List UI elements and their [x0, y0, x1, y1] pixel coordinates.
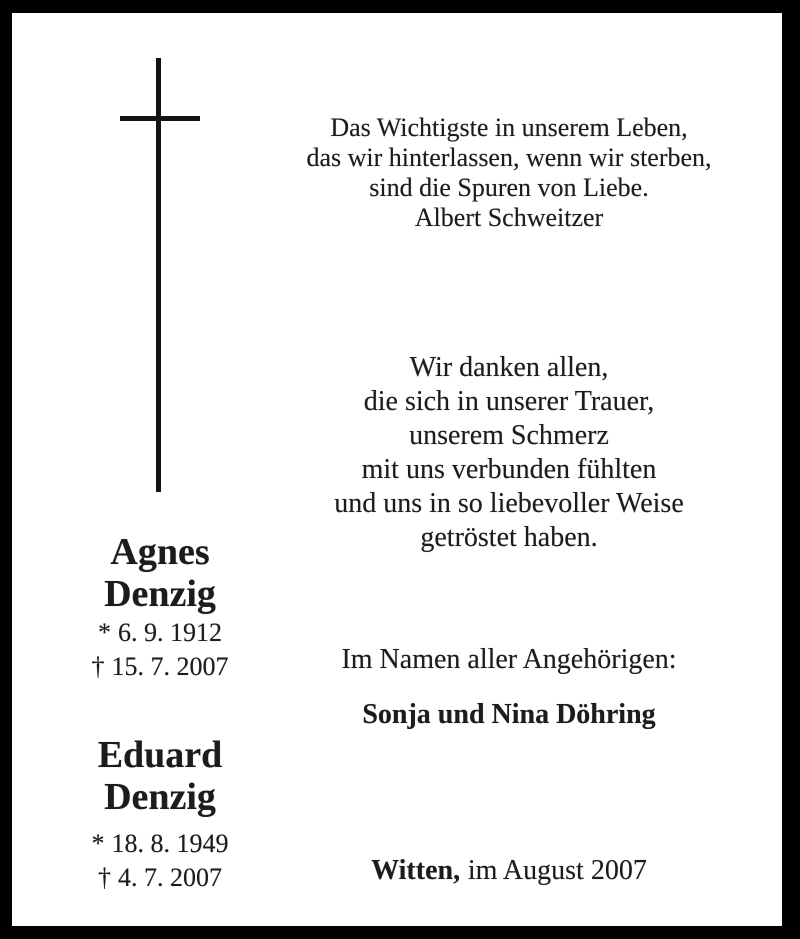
deceased-name-eduard [12, 734, 308, 818]
died-symbol: † [91, 652, 105, 681]
quote-line: Das Wichtigste in unserem Leben, [330, 113, 688, 142]
birth-date-line [12, 827, 308, 861]
died-symbol: † [98, 863, 111, 892]
death-date: 4. 7. 2007 [118, 863, 222, 892]
obituary-sheet [12, 13, 782, 926]
born-symbol: * [91, 829, 105, 858]
thanks-line: unserem Schmerz [409, 420, 609, 451]
first-name: Eduard [97, 734, 223, 776]
first-name: Agnes [110, 531, 210, 573]
born-symbol: * [98, 618, 111, 647]
place-name: Witten, [371, 855, 461, 886]
death-date-line [12, 861, 308, 895]
deceased-column [12, 13, 308, 926]
death-date: 15. 7. 2007 [111, 652, 229, 681]
in-the-name-line: Im Namen aller Angehörigen: [341, 644, 677, 675]
last-name: Denzig [104, 776, 216, 818]
message-column [289, 13, 729, 926]
memorial-quote [289, 113, 729, 233]
thanks-message [289, 351, 729, 555]
deceased-dates-eduard [12, 827, 308, 895]
birth-date-line [12, 616, 308, 650]
quote-line: sind die Spuren von Liebe. [369, 173, 649, 202]
thanks-line: die sich in unserer Trauer, [363, 386, 655, 417]
quote-attribution: Albert Schweitzer [414, 203, 604, 232]
birth-date: 6. 9. 1912 [118, 618, 222, 647]
thanks-line: und uns in so liebevoller Weise [334, 488, 684, 519]
thanks-line: getröstet haben. [420, 522, 598, 553]
date-text: im August 2007 [467, 855, 647, 886]
quote-line: das wir hinterlassen, wenn wir sterben, [306, 143, 712, 172]
thanks-line: Wir danken allen, [409, 352, 609, 383]
last-name: Denzig [104, 573, 216, 615]
death-date-line [12, 650, 308, 684]
birth-date: 18. 8. 1949 [111, 829, 229, 858]
thanks-line: mit uns verbunden fühlten [361, 454, 657, 485]
place-and-date-line [289, 854, 729, 888]
deceased-name-agnes [12, 531, 308, 615]
deceased-dates-agnes [12, 616, 308, 684]
family-names-line: Sonja und Nina Döhring [362, 699, 656, 730]
